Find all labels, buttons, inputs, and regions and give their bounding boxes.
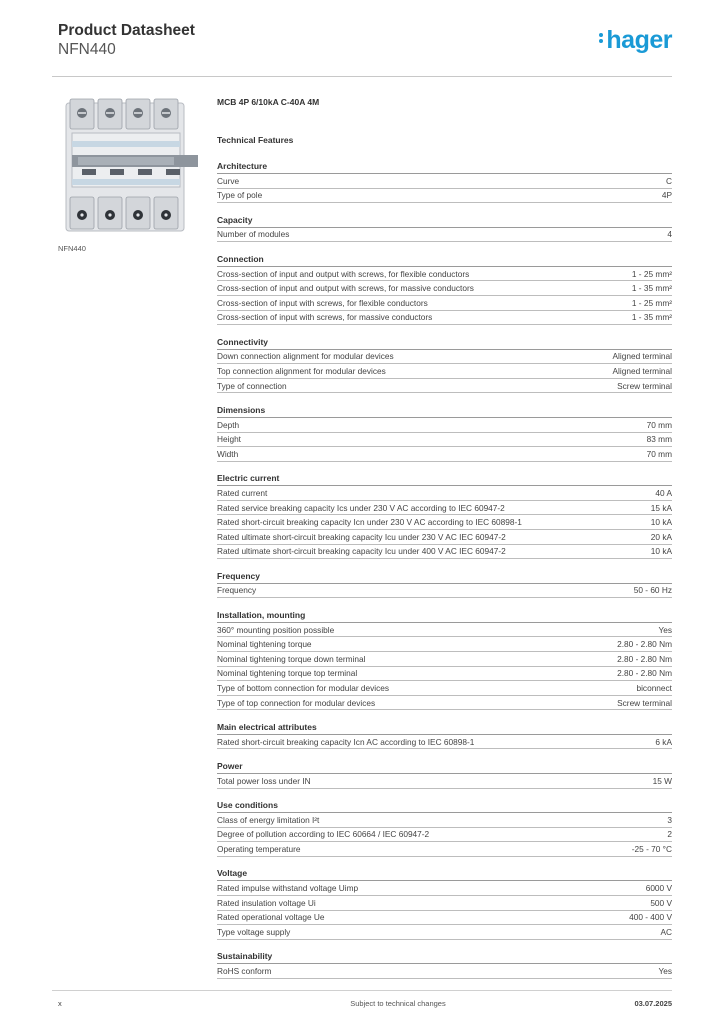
feature-value: 1 - 35 mm² — [631, 312, 672, 323]
feature-label: Type voltage supply — [217, 926, 291, 937]
section-architecture — [217, 160, 672, 203]
section-title: Connection — [217, 253, 672, 267]
logo-text: hager — [606, 26, 672, 54]
feature-row — [217, 379, 672, 394]
feature-row — [217, 896, 672, 911]
feature-row — [217, 350, 672, 365]
feature-label: Down connection alignment for modular devices — [217, 351, 394, 362]
feature-label: Operating temperature — [217, 844, 301, 855]
section-title: Main electrical attributes — [217, 721, 672, 735]
feature-label: Cross-section of input and output with screws, for massive conductors — [217, 283, 474, 294]
feature-label: Rated impulse withstand voltage Uimp — [217, 883, 359, 894]
feature-value: 40 A — [655, 488, 672, 499]
section-voltage — [217, 867, 672, 939]
feature-value: C — [666, 175, 672, 186]
page-header — [58, 22, 672, 72]
feature-label: Cross-section of input with screws, for flexible conductors — [217, 297, 428, 308]
feature-label: 360° mounting position possible — [217, 624, 335, 635]
feature-row — [217, 515, 672, 530]
section-title: Architecture — [217, 160, 672, 174]
feature-row — [217, 486, 672, 501]
feature-value: 6 kA — [655, 736, 672, 747]
feature-row — [217, 530, 672, 545]
feature-row — [217, 174, 672, 189]
hager-logo — [599, 26, 672, 55]
feature-row — [217, 774, 672, 789]
feature-label: Curve — [217, 175, 240, 186]
feature-value: 15 kA — [650, 502, 672, 513]
logo-dots-icon — [599, 31, 604, 45]
document-title: Product Datasheet — [58, 22, 195, 39]
feature-row — [217, 911, 672, 926]
section-connection — [217, 253, 672, 325]
feature-value: Yes — [658, 624, 672, 635]
section-title: Sustainability — [217, 950, 672, 964]
section-sustainability — [217, 950, 672, 979]
footer-date: 03.07.2025 — [634, 999, 672, 1008]
feature-label: Top connection alignment for modular devices — [217, 366, 386, 377]
feature-value: 20 kA — [650, 531, 672, 542]
feature-value: 15 W — [652, 775, 672, 786]
feature-label: Rated service breaking capacity Ics under 230 V AC according to IEC 60947-2 — [217, 502, 505, 513]
feature-row — [217, 447, 672, 462]
feature-value: 4 — [667, 229, 672, 240]
section-title: Power — [217, 760, 672, 774]
feature-row — [217, 418, 672, 433]
feature-label: Cross-section of input with screws, for massive conductors — [217, 312, 433, 323]
feature-row — [217, 828, 672, 843]
feature-value: AC — [660, 926, 672, 937]
section-dimensions — [217, 404, 672, 462]
feature-value: 70 mm — [646, 419, 672, 430]
feature-label: Nominal tightening torque — [217, 639, 312, 650]
feature-label: Degree of pollution according to IEC 60664 / IEC 60947-2 — [217, 829, 430, 840]
feature-label: Type of bottom connection for modular devices — [217, 682, 390, 693]
feature-row — [217, 681, 672, 696]
feature-label: Width — [217, 448, 239, 459]
feature-label: Type of top connection for modular devices — [217, 697, 376, 708]
feature-value: Screw terminal — [617, 380, 672, 391]
feature-value: 2.80 - 2.80 Nm — [617, 668, 672, 679]
feature-row — [217, 813, 672, 828]
feature-value: 2 — [667, 829, 672, 840]
feature-sections — [217, 160, 672, 979]
section-frequency — [217, 570, 672, 599]
feature-value: 1 - 25 mm² — [631, 297, 672, 308]
feature-value: 6000 V — [645, 883, 672, 894]
section-electric-current — [217, 472, 672, 559]
feature-row — [217, 189, 672, 204]
feature-value: Aligned terminal — [612, 351, 672, 362]
section-use-conditions — [217, 799, 672, 857]
feature-value: 4P — [661, 190, 672, 201]
feature-row — [217, 881, 672, 896]
feature-row — [217, 735, 672, 750]
footer-left: x — [58, 999, 62, 1008]
feature-row — [217, 364, 672, 379]
feature-label: Rated operational voltage Ue — [217, 912, 325, 923]
feature-label: Nominal tightening torque down terminal — [217, 653, 366, 664]
section-power — [217, 760, 672, 789]
product-reference: NFN440 — [58, 41, 116, 58]
feature-value: 83 mm — [646, 434, 672, 445]
feature-row — [217, 696, 672, 711]
feature-label: Rated current — [217, 488, 268, 499]
feature-row — [217, 311, 672, 326]
feature-row — [217, 267, 672, 282]
feature-row — [217, 652, 672, 667]
feature-value: 1 - 25 mm² — [631, 268, 672, 279]
feature-row — [217, 501, 672, 516]
feature-value: 2.80 - 2.80 Nm — [617, 653, 672, 664]
section-main-electrical-attributes — [217, 721, 672, 750]
feature-value: Screw terminal — [617, 697, 672, 708]
feature-label: Total power loss under IN — [217, 775, 311, 786]
section-title: Frequency — [217, 570, 672, 584]
section-connectivity — [217, 336, 672, 394]
feature-row — [217, 545, 672, 560]
feature-label: Type of connection — [217, 380, 287, 391]
feature-label: Nominal tightening torque top terminal — [217, 668, 358, 679]
feature-row — [217, 842, 672, 857]
feature-value: 3 — [667, 814, 672, 825]
feature-row — [217, 296, 672, 311]
feature-label: RoHS conform — [217, 965, 272, 976]
feature-value: Yes — [658, 965, 672, 976]
section-installation-mounting — [217, 609, 672, 711]
feature-value: 400 - 400 V — [629, 912, 672, 923]
feature-value: 10 kA — [650, 546, 672, 557]
image-caption: NFN440 — [58, 244, 86, 253]
feature-label: Rated short-circuit breaking capacity Icn AC according to IEC 60898-1 — [217, 736, 475, 747]
feature-label: Height — [217, 434, 241, 445]
feature-value: 2.80 - 2.80 Nm — [617, 639, 672, 650]
feature-value: 1 - 35 mm² — [631, 283, 672, 294]
footer-divider — [52, 990, 672, 991]
feature-row — [217, 667, 672, 682]
feature-value: 10 kA — [650, 517, 672, 528]
header-divider — [52, 76, 672, 77]
feature-label: Frequency — [217, 585, 257, 596]
section-title: Connectivity — [217, 336, 672, 350]
section-title: Capacity — [217, 214, 672, 228]
section-title: Electric current — [217, 472, 672, 486]
feature-row — [217, 623, 672, 638]
feature-row — [217, 637, 672, 652]
product-image — [58, 95, 204, 237]
features-heading: Technical Features — [217, 135, 294, 145]
feature-label: Rated ultimate short-circuit breaking capacity Icu under 400 V AC IEC 60947-2 — [217, 546, 506, 557]
section-title: Use conditions — [217, 799, 672, 813]
feature-row — [217, 433, 672, 448]
feature-label: Rated short-circuit breaking capacity Icn under 230 V AC according to IEC 60898-1 — [217, 517, 522, 528]
feature-row — [217, 925, 672, 940]
technical-features — [217, 96, 672, 989]
product-name: MCB 4P 6/10kA C-40A 4M — [217, 97, 320, 107]
feature-row — [217, 584, 672, 599]
feature-label: Rated insulation voltage Ui — [217, 897, 316, 908]
feature-label: Class of energy limitation I²t — [217, 814, 320, 825]
feature-value: 500 V — [650, 897, 672, 908]
feature-row — [217, 964, 672, 979]
feature-label: Cross-section of input and output with screws, for flexible conductors — [217, 268, 470, 279]
feature-value: 70 mm — [646, 448, 672, 459]
feature-value: -25 - 70 °C — [631, 844, 672, 855]
footer-disclaimer: Subject to technical changes — [350, 999, 446, 1008]
feature-value: Aligned terminal — [612, 366, 672, 377]
feature-label: Depth — [217, 419, 240, 430]
feature-value: biconnect — [636, 682, 672, 693]
feature-label: Rated ultimate short-circuit breaking capacity Icu under 230 V AC IEC 60947-2 — [217, 531, 506, 542]
feature-row — [217, 228, 672, 243]
section-title: Installation, mounting — [217, 609, 672, 623]
section-title: Dimensions — [217, 404, 672, 418]
feature-label: Number of modules — [217, 229, 290, 240]
feature-value: 50 - 60 Hz — [633, 585, 672, 596]
section-title: Voltage — [217, 867, 672, 881]
feature-row — [217, 281, 672, 296]
feature-label: Type of pole — [217, 190, 263, 201]
section-capacity — [217, 214, 672, 243]
